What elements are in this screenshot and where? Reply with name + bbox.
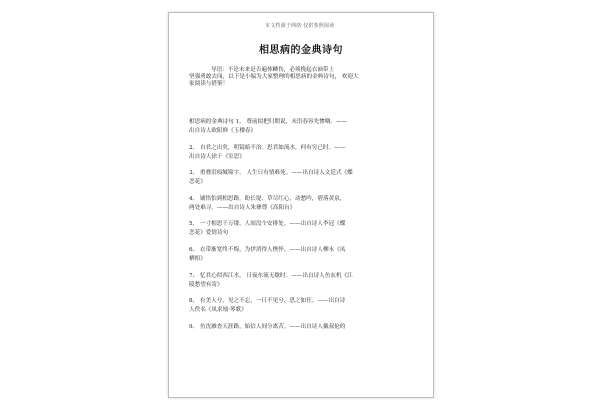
poem-item-line: 7、 忆君心似西江水， 日夜东流无歇时。——出自诗人鱼玄机《江: [189, 272, 353, 279]
intro-line: 坚强勇敢去闯，以下是小编为大家整理的相思病的金典诗句， 欢迎大: [189, 74, 359, 80]
poem-source-line: 两处难寻。——出自诗人朱彝尊《高阳台》: [189, 204, 296, 211]
poem-item-line: 9、 鱼沈雁杳天涯路，始信人间分离苦。——出自诗人戴叔伦的: [189, 323, 346, 330]
poem-list: [189, 119, 417, 340]
poem-source-line: 人佚名《凤求凰·琴歌》: [189, 307, 247, 314]
poem-item-line: 3、 重叠泪痕缄锦字， 人生只有情难死。——出自诗人文廷式《蝶: [189, 170, 353, 177]
intro-line: 家阅读与借鉴！: [189, 81, 229, 87]
poem-source-line: 恋花》: [189, 179, 206, 186]
poem-item-line: 4、 铺悟怕到相思路，盼长堤、草尽红心，动愁吟，碧落黄泉，: [189, 195, 346, 202]
document-page: [168, 12, 434, 398]
poem-item-line: 2、 自君之出矣，明镜暗不治。思君如流水，何有穷已时。——: [189, 144, 346, 151]
section-heading-line: 相思病的金典诗句 1、 尊前拟把归期说，未语春容先惨咽。——: [189, 119, 348, 125]
poem-item-line: 5、 一寸相思千万缕，人间没个安排处。——出自诗人李冠《蝶: [189, 221, 346, 228]
poem-item-line: 6、 衣带渐宽终不悔，为伊消得人憔悴。——出自诗人柳永《凤: [189, 246, 346, 253]
header-note: 本文档源于网络 仅供参照阅读: [265, 23, 335, 29]
poem-source-line: 出自诗人欧阳修《玉楼春》: [189, 128, 257, 134]
poem-item-line: 8、 有美人兮，见之不忘，一日不见兮，思之如狂。——出自诗: [189, 298, 346, 305]
poem-source-line: 陵愁望有寄》: [189, 281, 223, 288]
poem-source-line: 出自诗人徐干《室思》: [189, 153, 245, 160]
document-title: 相思病的金典诗句: [259, 45, 343, 56]
intro-paragraph: [189, 67, 417, 88]
intro-line: 导语：不论未来是否遍体鳞伤，必须挽起衣袖带上: [211, 67, 335, 73]
poem-source-line: 栖梧》: [189, 255, 206, 262]
poem-source-line: 恋花》爱情诗句: [189, 230, 229, 237]
